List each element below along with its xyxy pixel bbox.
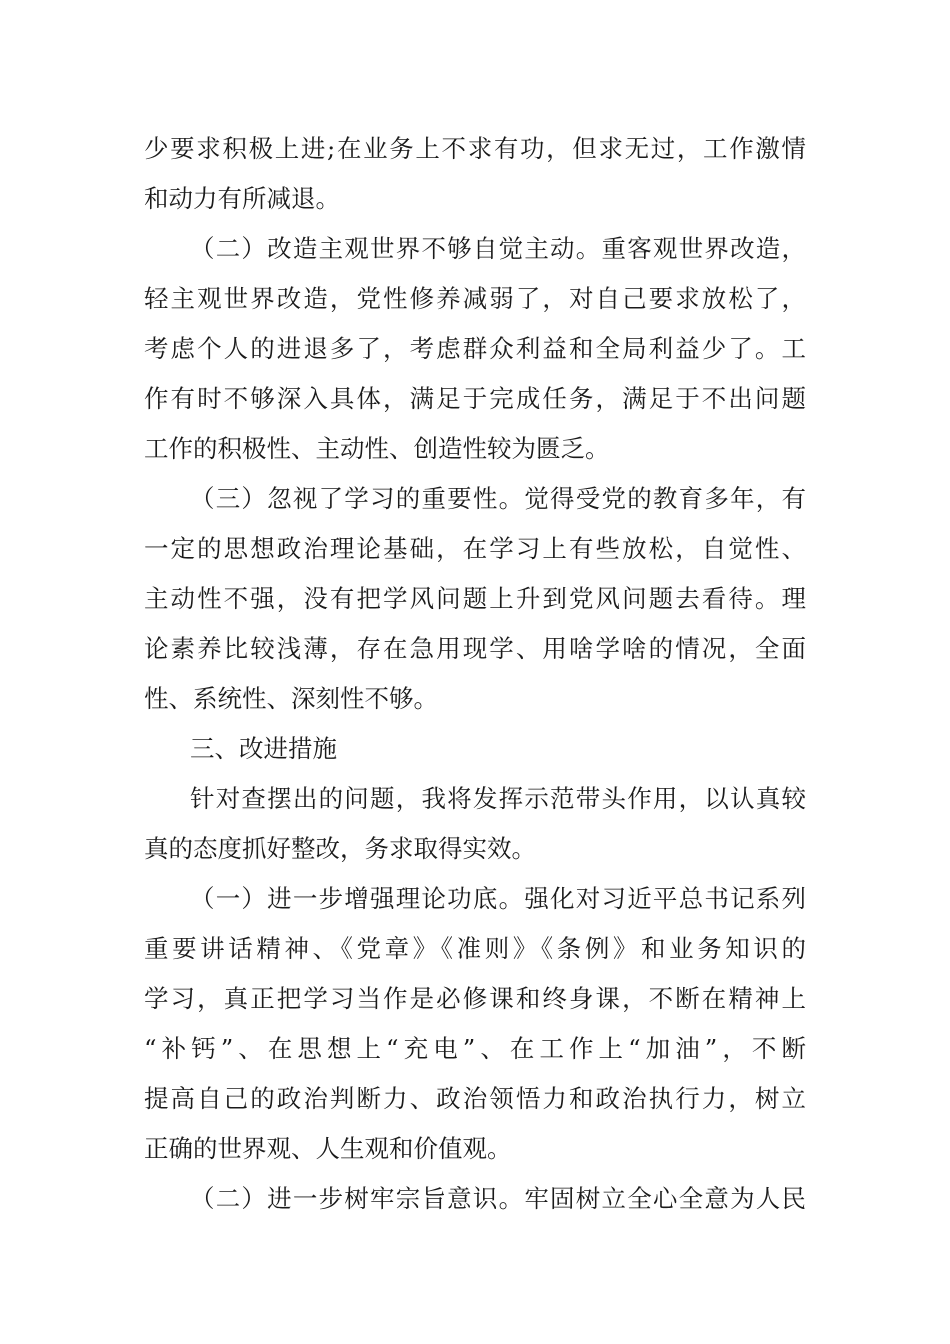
text-line: （一）进一步增强理论功底。强化对习近平总书记系列 xyxy=(190,884,806,913)
text-line: 一定的思想政治理论基础，在学习上有些放松，自觉性、 xyxy=(144,534,806,563)
text-line: “补钙”、在思想上“充电”、在工作上“加油”，不断 xyxy=(144,1034,806,1063)
text-line: 三、改进措施 xyxy=(190,734,337,763)
text-line: 轻主观世界改造，党性修养减弱了，对自己要求放松了， xyxy=(144,284,806,313)
text-line: 真的态度抓好整改，务求取得实效。 xyxy=(144,834,536,863)
text-line: 正确的世界观、人生观和价值观。 xyxy=(144,1134,512,1163)
text-line: 提高自己的政治判断力、政治领悟力和政治执行力，树立 xyxy=(144,1084,806,1113)
text-line: 少要求积极上进;在业务上不求有功，但求无过，工作激情 xyxy=(144,134,806,163)
text-line: 针对查摆出的问题，我将发挥示范带头作用，以认真较 xyxy=(190,784,806,813)
text-line: 工作的积极性、主动性、创造性较为匮乏。 xyxy=(144,434,610,463)
text-line: 主动性不强，没有把学风问题上升到党风问题去看待。理 xyxy=(144,584,806,613)
text-line: 论素养比较浅薄，存在急用现学、用啥学啥的情况，全面 xyxy=(144,634,806,663)
text-line: 作有时不够深入具体，满足于完成任务，满足于不出问题 xyxy=(144,384,806,413)
text-line: 学习，真正把学习当作是必修课和终身课，不断在精神上 xyxy=(144,984,806,1013)
text-line: 重要讲话精神、《党章》《准则》《条例》和业务知识的 xyxy=(144,934,806,963)
text-line: 考虑个人的进退多了，考虑群众利益和全局利益少了。工 xyxy=(144,334,806,363)
text-line: （三）忽视了学习的重要性。觉得受党的教育多年，有 xyxy=(190,484,806,513)
text-line: （二）进一步树牢宗旨意识。牢固树立全心全意为人民 xyxy=(190,1184,806,1213)
text-line: （二）改造主观世界不够自觉主动。重客观世界改造， xyxy=(190,234,806,263)
text-line: 性、系统性、深刻性不够。 xyxy=(144,684,438,713)
document-body xyxy=(144,124,806,1224)
text-line: 和动力有所减退。 xyxy=(144,184,340,213)
